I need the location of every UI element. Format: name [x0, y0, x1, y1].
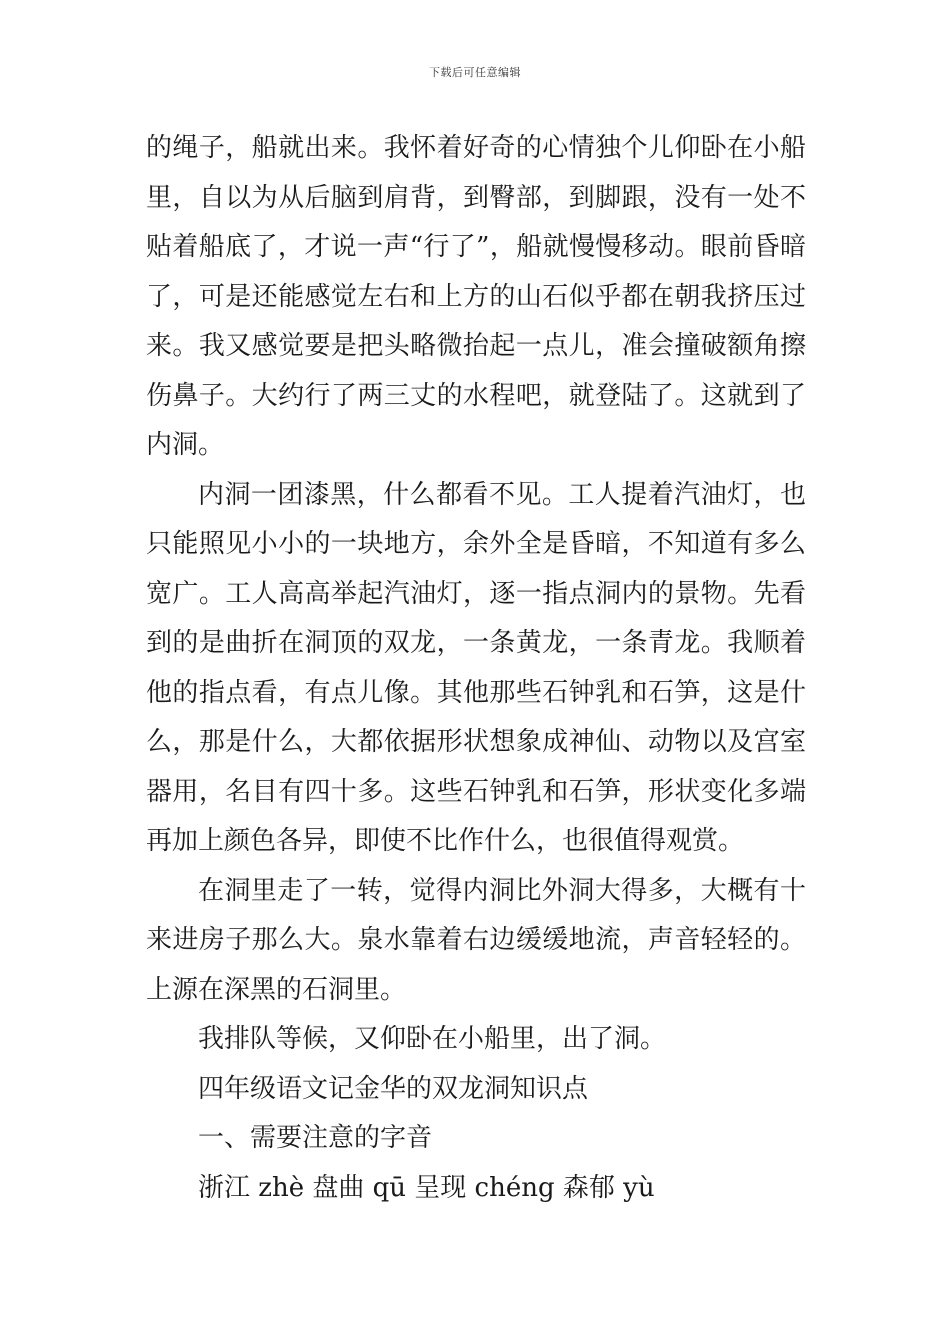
paragraph-exit: 我排队等候，又仰卧在小船里，出了洞。 [198, 1024, 667, 1054]
document-body [146, 124, 806, 1213]
paragraph-continuation: 的绳子，船就出来。我怀着好奇的心情独个儿仰卧在小船里，自以为从后脑到肩背，到臀部，到脚跟，没有一处不贴着船底了，才说一声“行了”，船就慢慢移动。眼前昏暗了，可是还能感觉左右和上方的山石似乎都在朝我挤压过来。我又感觉要是把头略微抬起一点儿，准会撞破额角擦伤鼻子。大约行了两三丈的水程吧，就登陆了。这就到了内洞。 [146, 133, 806, 460]
section-title: 四年级语文记金华的双龙洞知识点 [198, 1073, 589, 1104]
paragraph-walk-around: 在洞里走了一转，觉得内洞比外洞大得多，大概有十来进房子那么大。泉水靠着右边缓缓地流，声音轻轻的。上源在深黑的石洞里。 [146, 875, 806, 1005]
subsection-heading: 一、需要注意的字音 [198, 1123, 433, 1153]
page-header: 下载后可任意编辑 [429, 66, 521, 79]
pronunciation-list: 浙江 zhè 盘曲 qū 呈现 chéng 森郁 yù [198, 1172, 655, 1203]
paragraph-inner-cave: 内洞一团漆黑，什么都看不见。工人提着汽油灯，也只能照见小小的一块地方，余外全是昏暗，不知道有多么宽广。工人高高举起汽油灯，逐一指点洞内的景物。先看到的是曲折在洞顶的双龙，一条黄龙，一条青龙。我顺着他的指点看，有点儿像。其他那些石钟乳和石笋，这是什么，那是什么，大都依据形状想象成神仙、动物以及宫室器用，名目有四十多。这些石钟乳和石笋，形状变化多端再加上颜色各异，即使不比作什么，也很值得观赏。 [146, 479, 806, 856]
